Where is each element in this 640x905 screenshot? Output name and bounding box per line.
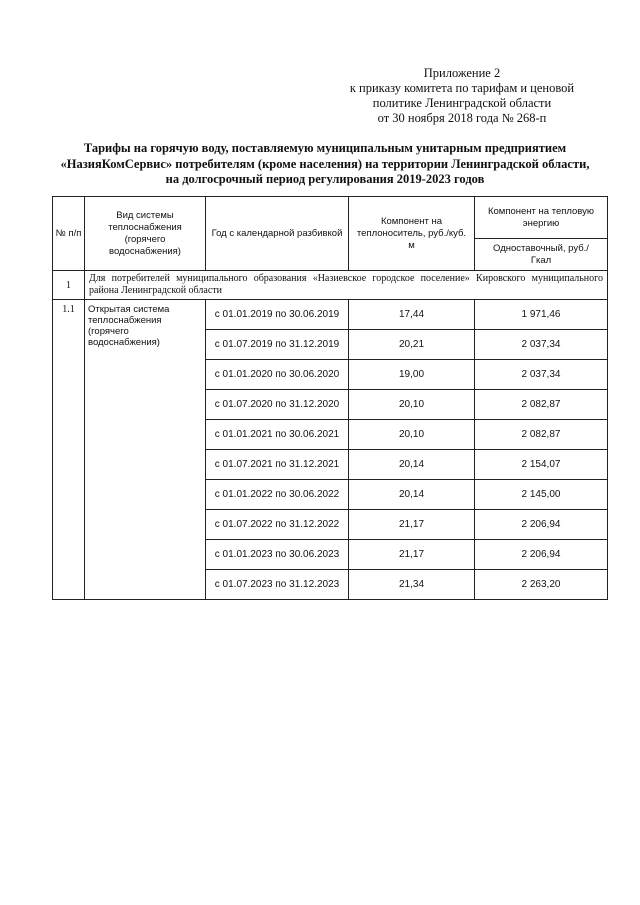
period-cell: с 01.01.2020 по 30.06.2020	[206, 360, 349, 390]
period-cell: с 01.07.2019 по 31.12.2019	[206, 330, 349, 360]
carrier-cell: 20,21	[349, 330, 475, 360]
energy-cell: 1 971,46	[475, 300, 608, 330]
energy-cell: 2 206,94	[475, 540, 608, 570]
energy-cell: 2 082,87	[475, 390, 608, 420]
group-row	[53, 271, 608, 300]
carrier-cell: 21,17	[349, 510, 475, 540]
period-cell: с 01.07.2023 по 31.12.2023	[206, 570, 349, 600]
carrier-cell: 17,44	[349, 300, 475, 330]
period-cell: с 01.07.2020 по 31.12.2020	[206, 390, 349, 420]
carrier-cell: 19,00	[349, 360, 475, 390]
energy-cell: 2 082,87	[475, 420, 608, 450]
title-line: Тарифы на горячую воду, поставляемую муниципальным унитарным предприятием	[83, 141, 567, 155]
energy-cell: 2 145,00	[475, 480, 608, 510]
appendix-line: к приказу комитета по тарифам и ценовой	[349, 81, 575, 95]
appendix-line: политике Ленинградской области	[372, 96, 552, 110]
carrier-cell: 21,34	[349, 570, 475, 600]
carrier-cell: 20,10	[349, 390, 475, 420]
system-type: Открытая система теплоснабжения (горячего водоснабжения)	[85, 300, 206, 600]
appendix-line: от 30 ноября 2018 года № 268-п	[377, 111, 547, 125]
carrier-cell: 20,10	[349, 420, 475, 450]
appendix-line: Приложение 2	[423, 66, 501, 80]
subsection-num: 1.1	[53, 300, 85, 600]
tariff-rows	[53, 300, 608, 600]
energy-cell: 2 263,20	[475, 570, 608, 600]
header-carrier: Компонент на теплоноситель, руб./куб. м	[349, 197, 475, 271]
table-row	[53, 300, 608, 330]
energy-cell: 2 154,07	[475, 450, 608, 480]
title-line: на долгосрочный период регулирования 2019-2023 годов	[165, 172, 485, 186]
appendix-header	[312, 66, 612, 126]
tariff-table	[52, 196, 608, 600]
carrier-cell: 20,14	[349, 450, 475, 480]
header-energy: Компонент на тепловую энергию	[475, 197, 608, 239]
period-cell: с 01.07.2021 по 31.12.2021	[206, 450, 349, 480]
period-cell: с 01.01.2019 по 30.06.2019	[206, 300, 349, 330]
carrier-cell: 21,17	[349, 540, 475, 570]
period-cell: с 01.01.2023 по 30.06.2023	[206, 540, 349, 570]
carrier-cell: 20,14	[349, 480, 475, 510]
header-energy-sub: Одноставочный, руб./Гкал	[475, 239, 608, 271]
group-num: 1	[53, 271, 85, 300]
title-line: «НазияКомСервис» потребителям (кроме населения) на территории Ленинградской области,	[60, 156, 590, 171]
energy-cell: 2 206,94	[475, 510, 608, 540]
header-year: Год с календарной разбивкой	[206, 197, 349, 271]
period-cell: с 01.07.2022 по 31.12.2022	[206, 510, 349, 540]
header-num: № п/п	[53, 197, 85, 271]
period-cell: с 01.01.2021 по 30.06.2021	[206, 420, 349, 450]
document-title	[40, 141, 610, 188]
header-row	[53, 197, 608, 239]
group-description: Для потребителей муниципального образования «Назиевское городское поселение» Кировского муниципального района Ленинградской области	[85, 271, 608, 300]
energy-cell: 2 037,34	[475, 360, 608, 390]
period-cell: с 01.01.2022 по 30.06.2022	[206, 480, 349, 510]
energy-cell: 2 037,34	[475, 330, 608, 360]
header-system: Вид системы теплоснабжения (горячего водоснабжения)	[85, 197, 206, 271]
